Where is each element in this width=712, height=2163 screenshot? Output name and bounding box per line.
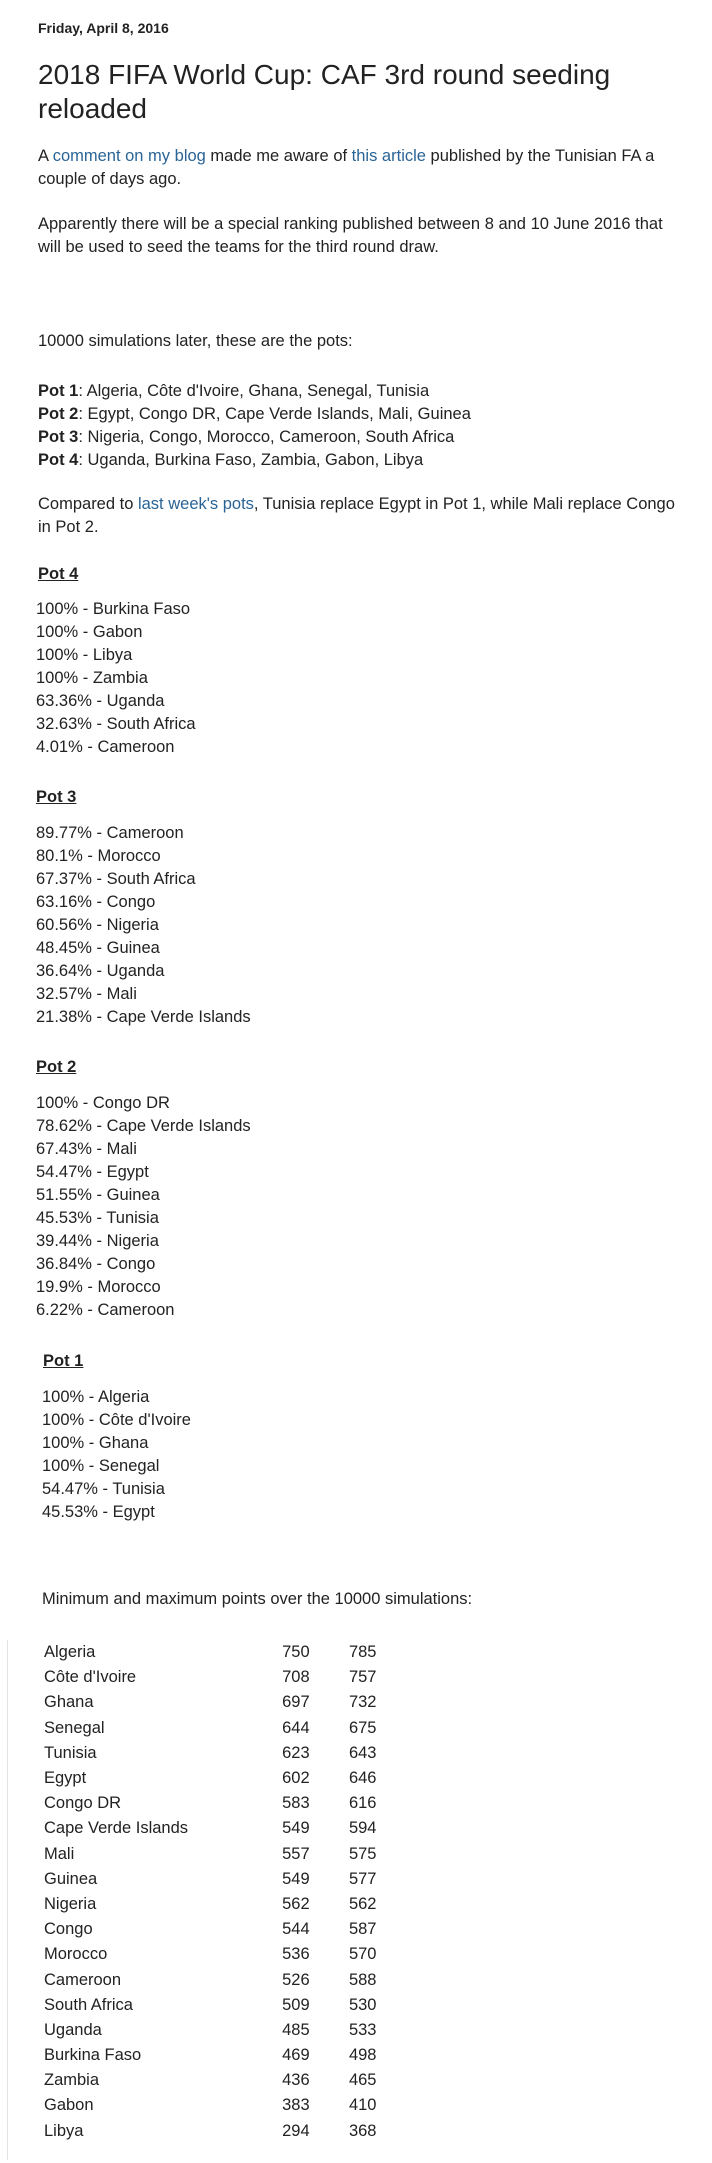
team-cell: Zambia — [44, 2071, 100, 2090]
team-cell: Burkina Faso — [44, 2046, 142, 2065]
pots-summary — [38, 380, 678, 472]
list-item: 100% - Libya — [36, 646, 133, 664]
pot2-list — [36, 1092, 251, 1322]
pot-label: Pot 1 — [38, 382, 79, 400]
pot3-heading: Pot 3 — [36, 788, 77, 806]
list-item: 39.44% - Nigeria — [36, 1232, 159, 1250]
minmax-table — [44, 1640, 408, 2144]
min-points-cell: 549 — [282, 1869, 310, 1888]
article-link[interactable]: this article — [351, 147, 426, 165]
min-points-cell: 544 — [282, 1920, 310, 1939]
list-item: 100% - Côte d'Ivoire — [42, 1411, 191, 1429]
max-points-cell: 594 — [348, 1819, 377, 1838]
list-item: 100% - Ghana — [42, 1434, 149, 1452]
team-cell: Morocco — [44, 1945, 108, 1964]
table-row — [44, 1716, 408, 1741]
team-cell: South Africa — [44, 1995, 133, 2014]
table-row — [44, 2119, 408, 2144]
min-points-cell: 583 — [282, 1794, 310, 1813]
max-points-cell: 533 — [348, 2020, 377, 2039]
min-points-cell: 623 — [282, 1743, 310, 1762]
pot1-list — [42, 1386, 191, 1524]
pot3-list — [36, 822, 251, 1029]
team-cell: Tunisia — [44, 1743, 97, 1762]
table-row — [44, 2093, 408, 2118]
max-points-cell: 785 — [348, 1643, 377, 1662]
list-item: 45.53% - Tunisia — [36, 1209, 159, 1227]
min-points-cell: 536 — [282, 1945, 310, 1964]
list-item: 89.77% - Cameroon — [36, 824, 184, 842]
pot-teams: : Algeria, Côte d'Ivoire, Ghana, Senegal, Tunisia — [78, 382, 430, 400]
intro-text-pre: A — [38, 147, 53, 165]
pot-label: Pot 4 — [38, 451, 79, 469]
list-item: 78.62% - Cape Verde Islands — [36, 1117, 251, 1135]
table-row — [44, 2018, 408, 2043]
table-row — [44, 1741, 408, 1766]
intro-text-post: published by the Tunisian FA a couple of days ago. — [38, 147, 655, 188]
minmax-caption: Minimum and maximum points over the 10000 simulations: — [42, 1590, 473, 1608]
min-points-cell: 509 — [282, 1995, 310, 2014]
min-points-cell: 485 — [282, 2020, 310, 2039]
min-points-cell: 526 — [282, 1970, 310, 1989]
max-points-cell: 465 — [348, 2071, 377, 2090]
team-cell: Congo — [44, 1920, 93, 1939]
table-row — [44, 2043, 408, 2068]
list-item: 60.56% - Nigeria — [36, 916, 159, 934]
min-points-cell: 708 — [282, 1668, 310, 1687]
pot-summary-line — [38, 380, 678, 403]
max-points-cell: 588 — [348, 1970, 377, 1989]
table-row — [44, 1766, 408, 1791]
minmax-table-body — [44, 1640, 408, 2144]
list-item: 21.38% - Cape Verde Islands — [36, 1008, 251, 1026]
max-points-cell: 368 — [348, 2121, 377, 2140]
list-item: 100% - Algeria — [42, 1388, 150, 1406]
max-points-cell: 757 — [348, 1668, 377, 1687]
list-item: 100% - Gabon — [36, 623, 143, 641]
compare-text-pre: Compared to — [38, 495, 138, 513]
list-item: 80.1% - Morocco — [36, 847, 161, 865]
table-row — [44, 1917, 408, 1942]
ranking-paragraph: Apparently there will be a special ranking published between 8 and 10 June 2016 that will be used to seed the teams for the third round draw. — [38, 215, 663, 256]
max-points-cell: 562 — [348, 1894, 377, 1913]
min-points-cell: 294 — [282, 2121, 310, 2140]
min-points-cell: 644 — [282, 1718, 310, 1737]
list-item: 36.64% - Uganda — [36, 962, 165, 980]
list-item: 48.45% - Guinea — [36, 939, 160, 957]
list-item: 45.53% - Egypt — [42, 1503, 155, 1521]
min-points-cell: 750 — [282, 1643, 310, 1662]
max-points-cell: 570 — [348, 1945, 377, 1964]
min-points-cell: 697 — [282, 1693, 310, 1712]
max-points-cell: 646 — [348, 1769, 377, 1788]
list-item: 19.9% - Morocco — [36, 1278, 161, 1296]
post-date: Friday, April 8, 2016 — [38, 20, 169, 36]
intro-text-mid: made me aware of — [205, 147, 352, 165]
pot4-heading: Pot 4 — [38, 565, 79, 583]
team-cell: Ghana — [44, 1693, 94, 1712]
pot-summary-line — [38, 426, 678, 449]
table-row — [44, 1993, 408, 2018]
pot-summary-line — [38, 449, 678, 472]
list-item: 100% - Senegal — [42, 1457, 160, 1475]
team-cell: Egypt — [44, 1769, 87, 1788]
team-cell: Cameroon — [44, 1970, 122, 1989]
list-item: 36.84% - Congo — [36, 1255, 156, 1273]
table-row — [44, 1816, 408, 1841]
max-points-cell: 410 — [348, 2096, 377, 2115]
compare-text-post: , Tunisia replace Egypt in Pot 1, while Mali replace Congo in Pot 2. — [38, 495, 675, 536]
team-cell: Côte d'Ivoire — [44, 1668, 137, 1687]
team-cell: Libya — [44, 2121, 84, 2140]
min-points-cell: 383 — [282, 2096, 310, 2115]
post-title: 2018 FIFA World Cup: CAF 3rd round seeding reloaded — [38, 59, 611, 124]
team-cell: Algeria — [44, 1643, 96, 1662]
last-week-pots-link[interactable]: last week's pots — [137, 495, 254, 513]
min-points-cell: 557 — [282, 1844, 310, 1863]
table-row — [44, 1867, 408, 1892]
table-row — [44, 1791, 408, 1816]
min-points-cell: 562 — [282, 1894, 310, 1913]
list-item: 100% - Zambia — [36, 669, 148, 687]
min-points-cell: 602 — [282, 1769, 310, 1788]
pot1-heading: Pot 1 — [43, 1352, 84, 1370]
list-item: 100% - Burkina Faso — [36, 600, 191, 618]
list-item: 54.47% - Tunisia — [42, 1480, 165, 1498]
list-item: 32.63% - South Africa — [36, 715, 196, 733]
team-cell: Guinea — [44, 1869, 98, 1888]
team-cell: Congo DR — [44, 1794, 122, 1813]
list-item: 4.01% - Cameroon — [36, 738, 175, 756]
table-row — [44, 1967, 408, 1992]
max-points-cell: 575 — [348, 1844, 377, 1863]
pot-summary-line — [38, 403, 678, 426]
min-points-cell: 469 — [282, 2046, 310, 2065]
list-item: 51.55% - Guinea — [36, 1186, 160, 1204]
table-row — [44, 1690, 408, 1715]
list-item: 63.36% - Uganda — [36, 692, 165, 710]
intro-paragraph — [38, 145, 678, 191]
team-cell: Mali — [44, 1844, 75, 1863]
pot2-heading: Pot 2 — [36, 1058, 77, 1076]
list-item: 6.22% - Cameroon — [36, 1301, 175, 1319]
comment-link[interactable]: comment on my blog — [52, 147, 206, 165]
pot4-list — [36, 598, 196, 759]
pot-label: Pot 2 — [38, 405, 79, 423]
table-row — [44, 2068, 408, 2093]
minmax-table-container — [7, 1640, 408, 2160]
min-points-cell: 436 — [282, 2071, 310, 2090]
list-item: 67.43% - Mali — [36, 1140, 137, 1158]
list-item: 32.57% - Mali — [36, 985, 137, 1003]
table-row — [44, 1640, 408, 1665]
max-points-cell: 675 — [348, 1718, 377, 1737]
max-points-cell: 498 — [348, 2046, 377, 2065]
table-row — [44, 1892, 408, 1917]
team-cell: Cape Verde Islands — [44, 1819, 189, 1838]
team-cell: Senegal — [44, 1718, 105, 1737]
max-points-cell: 643 — [348, 1743, 377, 1762]
max-points-cell: 732 — [348, 1693, 377, 1712]
list-item: 67.37% - South Africa — [36, 870, 196, 888]
list-item: 63.16% - Congo — [36, 893, 156, 911]
team-cell: Uganda — [44, 2020, 102, 2039]
list-item: 54.47% - Egypt — [36, 1163, 149, 1181]
compare-paragraph — [38, 493, 678, 539]
team-cell: Gabon — [44, 2096, 94, 2115]
team-cell: Nigeria — [44, 1894, 97, 1913]
max-points-cell: 577 — [348, 1869, 377, 1888]
simulations-paragraph: 10000 simulations later, these are the pots: — [38, 332, 353, 350]
pot-teams: : Uganda, Burkina Faso, Zambia, Gabon, Libya — [78, 451, 424, 469]
list-item: 100% - Congo DR — [36, 1094, 170, 1112]
table-row — [44, 1842, 408, 1867]
max-points-cell: 587 — [348, 1920, 377, 1939]
max-points-cell: 616 — [348, 1794, 377, 1813]
pot-teams: : Nigeria, Congo, Morocco, Cameroon, South Africa — [78, 428, 455, 446]
min-points-cell: 549 — [282, 1819, 310, 1838]
max-points-cell: 530 — [348, 1995, 377, 2014]
table-row — [44, 1942, 408, 1967]
pot-teams: : Egypt, Congo DR, Cape Verde Islands, Mali, Guinea — [78, 405, 471, 423]
pot-label: Pot 3 — [38, 428, 79, 446]
table-row — [44, 1665, 408, 1690]
